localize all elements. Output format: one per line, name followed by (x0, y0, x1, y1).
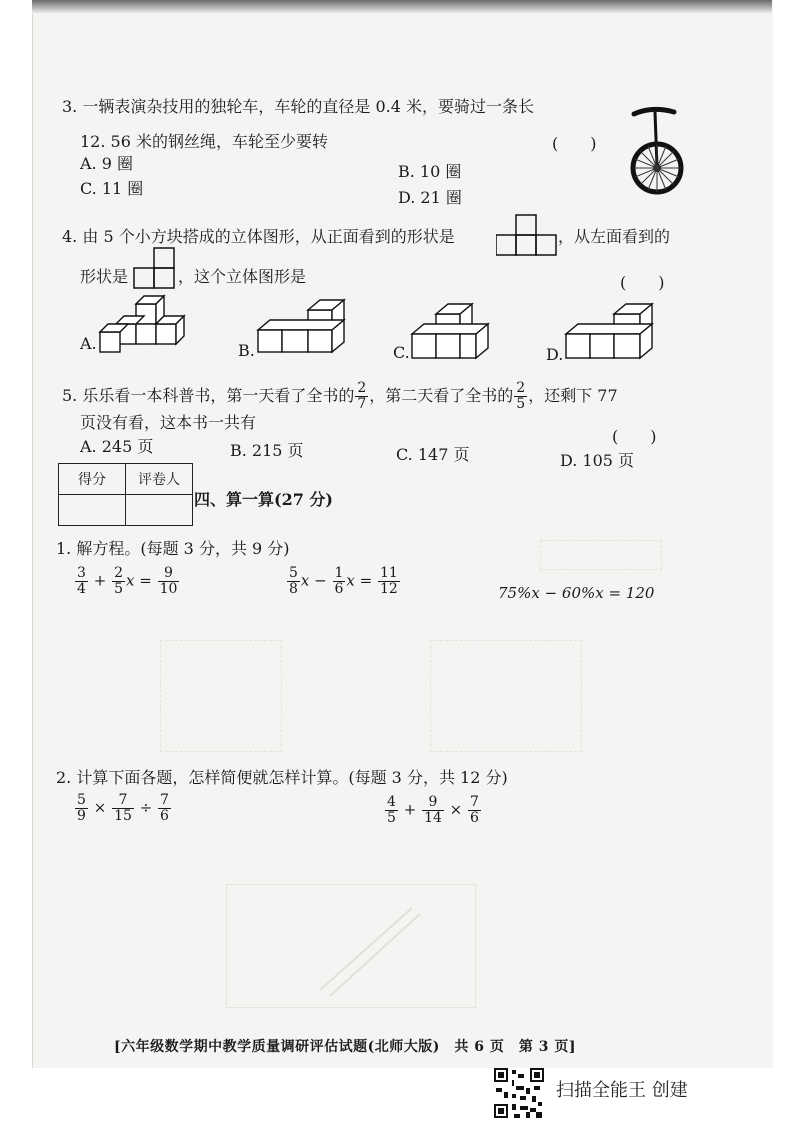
q4-option-a-figure[interactable] (96, 292, 186, 354)
fraction-2-5: $\frac{2}{5}$ (516, 380, 526, 412)
section-4-title: 四、算一算(27 分) (194, 490, 333, 509)
bleed-through-box (430, 640, 582, 752)
grader-cell[interactable] (126, 495, 193, 526)
left-view-shape-icon (132, 246, 176, 292)
q4-option-d-label[interactable]: D. (546, 345, 564, 364)
q5-answer-bracket[interactable]: ( ) (612, 427, 657, 446)
q4-option-b-label[interactable]: B. (238, 341, 255, 360)
q3-option-c[interactable]: C. 11 圈 (80, 179, 144, 198)
bleed-through-box (160, 640, 282, 752)
q4-option-a-label[interactable]: A. (80, 334, 97, 353)
q4-line1-b: ，从左面看到的 (558, 227, 671, 246)
part1-title: 1. 解方程。(每题 3 分，共 9 分) (56, 539, 290, 558)
front-view-shape-icon (496, 213, 558, 259)
equation-3: 75%x − 60%x = 120 (498, 584, 655, 602)
fraction-2-7: $\frac{2}{7}$ (357, 380, 367, 412)
grader-header: 评卷人 (126, 464, 193, 495)
calc-2: $\frac{4}{5}$ + $\frac{9}{14}$ × $\frac{7}{6}$ (387, 794, 479, 826)
q3-option-b[interactable]: B. 10 圈 (398, 162, 462, 181)
q4-answer-bracket[interactable]: ( ) (620, 273, 665, 292)
q3-answer-bracket[interactable]: ( ) (552, 134, 597, 153)
q5-option-c[interactable]: C. 147 页 (396, 445, 470, 464)
score-header: 得分 (59, 464, 126, 495)
q3-line1: 3. 一辆表演杂技用的独轮车，车轮的直径是 0.4 米，要骑过一条长 (62, 97, 534, 116)
bleed-through-box (540, 540, 662, 570)
score-cell[interactable] (59, 495, 126, 526)
q5-option-b[interactable]: B. 215 页 (230, 441, 304, 460)
q4-line2-a: 形状是 (80, 267, 129, 286)
q5-line1: 5. 乐乐看一本科普书，第一天看了全书的 $\frac{2}{7}$ ，第二天看了全书的 $\frac{2}{5}$ ，还剩下 77 (62, 380, 618, 412)
part2-title: 2. 计算下面各题，怎样简便就怎样计算。(每题 3 分，共 12 分) (56, 768, 508, 787)
q3-option-a[interactable]: A. 9 圈 (80, 154, 133, 173)
q4-line1-a: 4. 由 5 个小方块搭成的立体图形，从正面看到的形状是 (62, 227, 455, 246)
bleed-through-ladder-icon (300, 900, 430, 1000)
score-table (58, 463, 193, 526)
q5-line2: 页没有看，这本书一共有 (80, 413, 257, 432)
qr-code-icon (494, 1068, 544, 1118)
scanner-watermark: 扫描全能王 创建 (556, 1080, 688, 1101)
q4-option-c-label[interactable]: C. (393, 343, 410, 362)
q3-option-d[interactable]: D. 21 圈 (398, 188, 462, 207)
calc-1: $\frac{5}{9}$ × $\frac{7}{15}$ ÷ $\frac{7}{6}$ (77, 792, 169, 824)
q4-option-d-figure[interactable] (562, 298, 680, 364)
q4-option-c-figure[interactable] (408, 298, 494, 364)
q5-option-d[interactable]: D. 105 页 (560, 451, 635, 470)
q3-line2: 12. 56 米的钢丝绳，车轮至少要转 (80, 132, 328, 151)
q4-option-b-figure[interactable] (254, 296, 366, 358)
q4-line2-b: ，这个立体图形是 (178, 267, 307, 286)
scan-top-edge (32, 0, 772, 14)
equation-1: $\frac{3}{4}$ + $\frac{2}{5}$ x = $\frac{9}{10}$ (77, 565, 178, 597)
page-footer: [六年级数学期中教学质量调研评估试题(北师大版) 共 6 页 第 3 页] (114, 1039, 576, 1055)
unicycle-icon (622, 100, 692, 196)
equation-2: $\frac{5}{8}$ x − $\frac{1}{6}$ x = $\frac{11}{12}$ (289, 565, 398, 597)
q5-option-a[interactable]: A. 245 页 (80, 437, 154, 456)
